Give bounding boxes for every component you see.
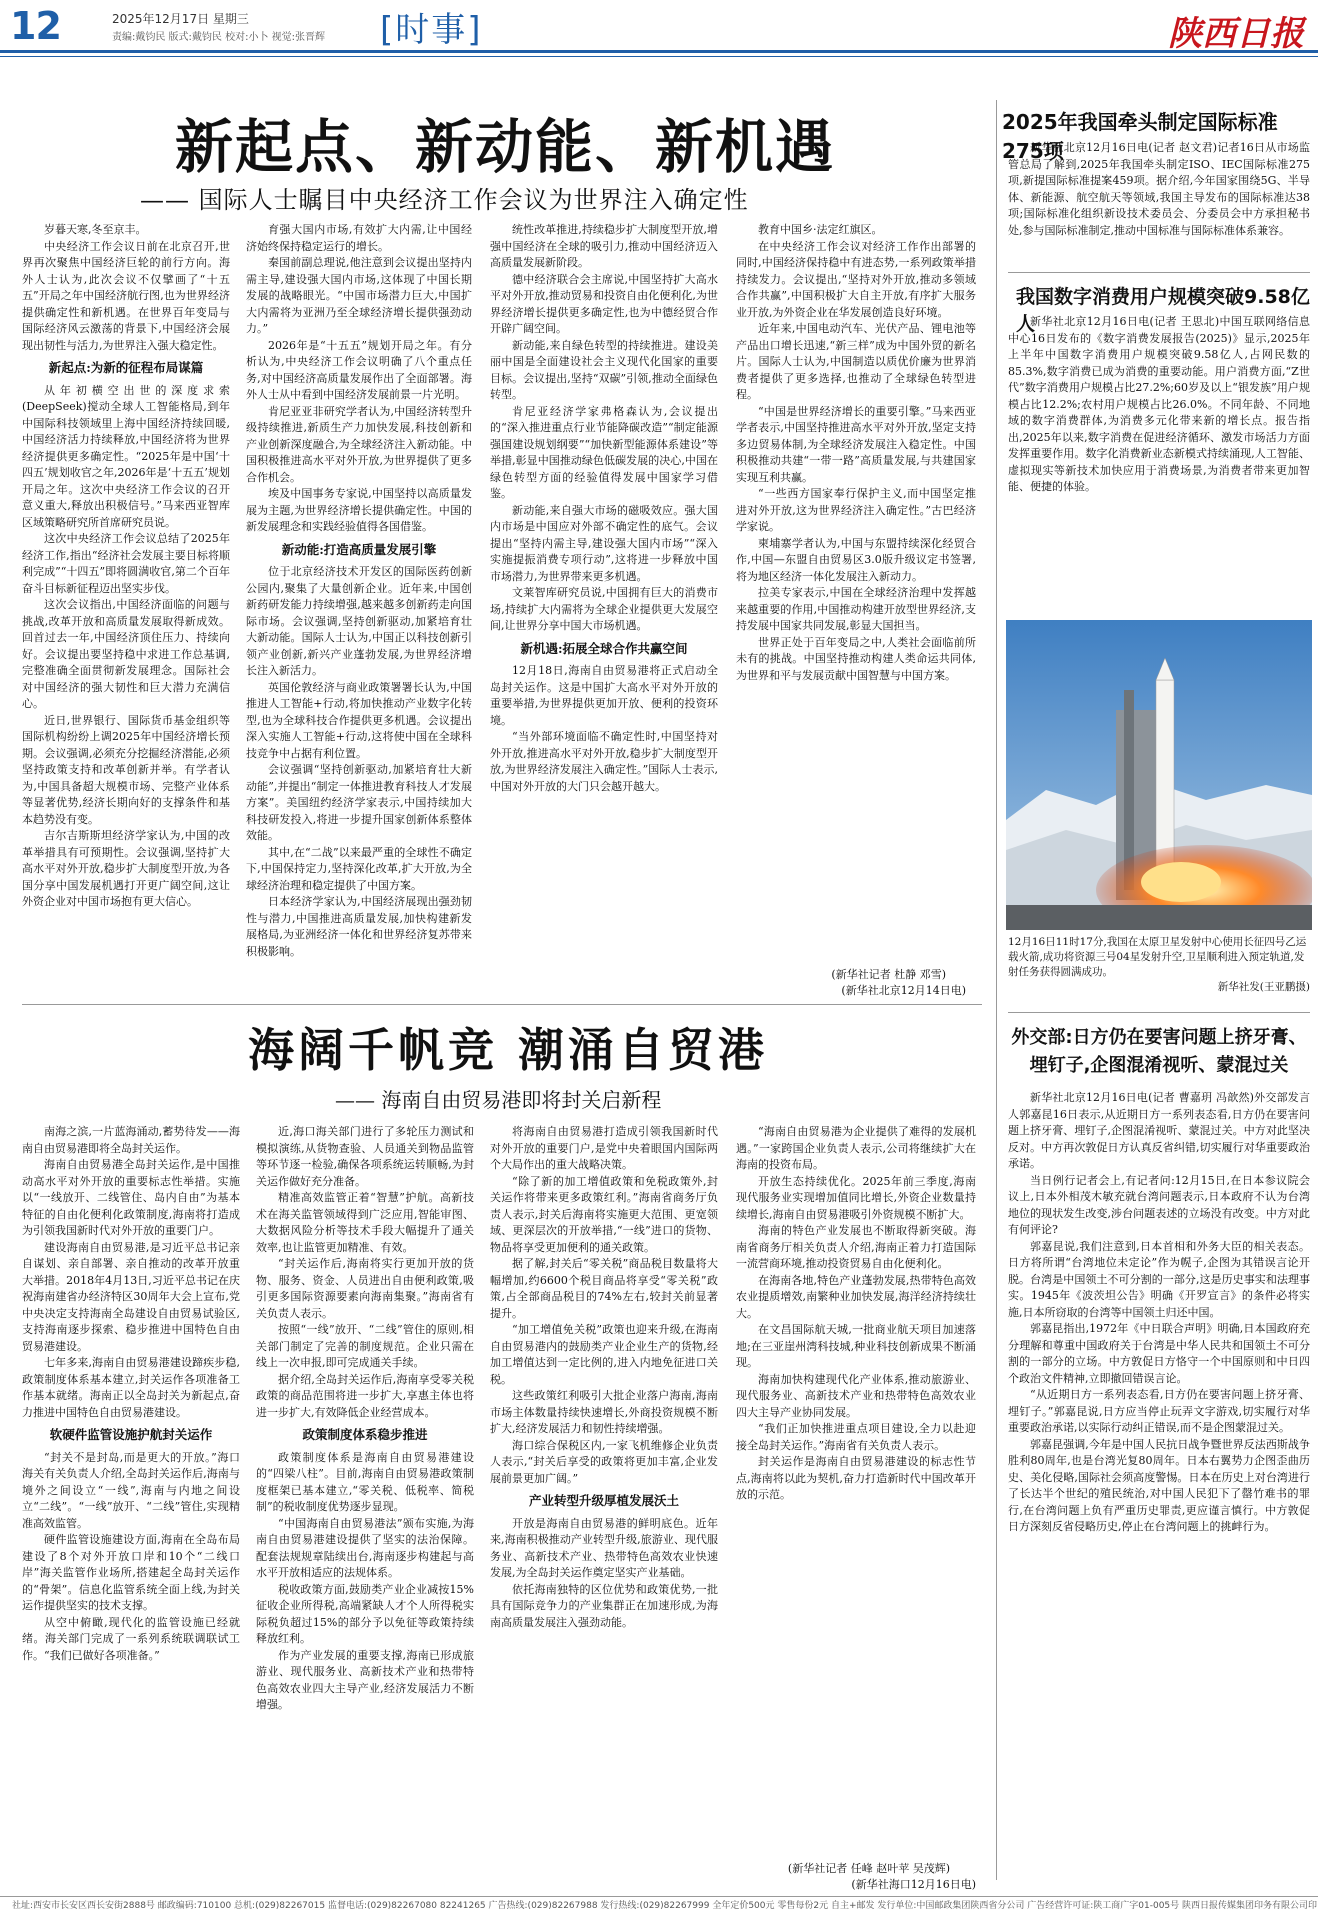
article-paragraph: 按照“一线”放开、“二线”管住的原则,相关部门制定了完善的制度规范。企业只需在线上一次申报,即可完成通关手续。 — [256, 1323, 474, 1369]
story-divider — [22, 1004, 982, 1005]
section-title: [时事] — [380, 10, 483, 50]
article-paragraph: 将海南自由贸易港打造成引领我国新时代对外开放的重要门户,是党中央着眼国内国际两个大局作出的重大战略决策。 — [490, 1125, 718, 1171]
photo-caption-text: 12月16日11时17分,我国在太原卫星发射中心使用长征四号乙运载火箭,成功将资源三号04星发射升空,卫星顺利进入预定轨道,发射任务获得圆满成功。 — [1008, 936, 1307, 978]
article-paragraph: 教育中国乡·法定红旗区。 — [758, 223, 883, 236]
hainan-subheadline: —— 海南自由贸易港即将封关启新程 — [335, 1088, 662, 1112]
article-paragraph: 郭嘉昆强调,今年是中国人民抗日战争暨世界反法西斯战争胜利80周年,也是台湾光复80周年。日本右翼势力企图歪曲历史、美化侵略,国际社会须高度警惕。日本在历史上对台湾进行了长达半个世纪的殖民统治,对中国人民犯下了罄竹难书的罪行,在台湾问题上负有严重历史罪责,更应谨言慎行。中方敦促日方深刻反省侵略历史,停止在台湾问题上的挑衅行为。 — [1008, 1437, 1310, 1533]
article-paragraph: “从近期日方一系列表态看,日方仍在要害问题上挤牙膏、埋钉子。”郭嘉昆说,日方应当停止玩弄文字游戏,切实履行对华重要政治承诺,以实际行动纠正错误,而不是企图蒙混过关。 — [1008, 1388, 1310, 1434]
article-paragraph: 秦国前副总理说,他注意到会议提出坚持内需主导,建设强大国内市场,这体现了中国长期发展的战略眼光。“中国市场潜力巨大,中国扩大内需将为亚洲乃至全球经济增长提供强劲动力。” — [246, 256, 472, 335]
article-paragraph: 肯尼亚亚非研究学者认为,中国经济转型升级持续推进,新质生产力加快发展,科技创新和产业创新深度融合,为全球经济注入新动能。中国积极推进高水平对外开放,为世界提供了更多合作机会。 — [246, 404, 472, 484]
article-paragraph: 世界正处于百年变局之中,人类社会面临前所未有的挑战。中国坚持推动构建人类命运共同体,为世界和平与发展贡献中国智慧与中国方案。 — [736, 635, 976, 682]
article-paragraph: 政策制度体系是海南自由贸易港建设的“四梁八柱”。目前,海南自由贸易港政策制度框架已基本建立,“零关税、低税率、简税制”的税收制度优势逐步显现。 — [256, 1450, 474, 1513]
article-paragraph: 七年多来,海南自由贸易港建设蹄疾步稳,政策制度体系基本建立,封关运作各项准备工作基本就绪。海南正以全岛封关为新起点,奋力推进中国特色自由贸易港建设。 — [22, 1356, 240, 1419]
article-paragraph: 德中经济联合会主席说,中国坚持扩大高水平对外开放,推动贸易和投资自由化便利化,为世界经济增长提供更多确定性,也为中德经贸合作开辟广阔空间。 — [490, 272, 718, 335]
article-paragraph: 柬埔寨学者认为,中国与东盟持续深化经贸合作,中国—东盟自由贸易区3.0版升级议定书签署,将为地区经济一体化发展注入新动力。 — [736, 536, 976, 583]
hainan-column-1 — [22, 1124, 240, 1894]
article-paragraph: 南海之滨,一片蓝海涌动,蓄势待发——海南自由贸易港即将全岛封关运作。 — [22, 1125, 240, 1155]
article-paragraph: 吉尔吉斯斯坦经济学家认为,中国的改革举措具有可预期性。会议强调,坚持扩大高水平对外开放,稳步扩大制度型开放,为各国分享中国发展机遇打开更广阔空间,这让外资企业对中国市场抱有更大信心。 — [22, 829, 230, 908]
article-paragraph: 海南自由贸易港全岛封关运作,是中国推动高水平对外开放的重要标志性举措。实施以“一线放开、二线管住、岛内自由”为基本特征的自由化便利化政策制度,海南将打造成为引领我国新时代对外开放的重要门户。 — [22, 1158, 240, 1237]
article-paragraph: 郭嘉昆指出,1972年《中日联合声明》明确,日本国政府充分理解和尊重中国政府关于台湾是中华人民共和国领土不可分割的一部分的立场。中方敦促日方恪守一个中国原则和中日四个政治文件精神,立即撤回错误言论。 — [1008, 1322, 1310, 1385]
article-paragraph: 在海南各地,特色产业蓬勃发展,热带特色高效农业提质增效,南繁种业加快发展,海洋经济持续壮大。 — [736, 1273, 976, 1320]
photo-credit: 新华社发(王亚鹏摄) — [1217, 981, 1310, 993]
article-paragraph: 海口综合保税区内,一家飞机维修企业负责人表示,“封关后享受的政策将更加丰富,企业发展前景更加广阔。” — [490, 1438, 718, 1485]
article-paragraph: “一些西方国家奉行保护主义,而中国坚定推进对外开放,这为世界经济注入确定性。”古巴经济学家说。 — [736, 487, 976, 533]
article-paragraph: 岁暮天寒,冬至京丰。 — [44, 223, 147, 236]
article-paragraph: 英国伦敦经济与商业政策署署长认为,中国推进人工智能+行动,将加快推动产业数字化转型,也为全球科技合作提供更多机遇。会议提出深入实施人工智能+行动,这将使中国在全球科技竞争中占据有利位置。 — [246, 680, 472, 760]
article-paragraph: 其中,在“二战”以来最严重的全球性不确定下,中国保持定力,坚持深化改革,扩大开放,为全球经济治理和稳定提供了中国方案。 — [246, 845, 472, 892]
article-paragraph: 新动能,来自强大市场的磁吸效应。强大国内市场是中国应对外部不确定性的底气。会议提出“坚持内需主导,建设强大国内市场”“深入实施提振消费专项行动”,这将进一步释放中国市场潜力,为世界带来更多机遇。 — [490, 503, 718, 583]
hainan-column-4 — [736, 1124, 976, 1856]
article-paragraph: “中国海南自由贸易港法”颁布实施,为海南自由贸易港建设提供了坚实的法治保障。配套法规规章陆续出台,海南逐步构建起与高水平开放相适应的法规体系。 — [256, 1516, 474, 1579]
article-paragraph: 新华社北京12月16日电(记者 赵文君)记者16日从市场监管总局了解到,2025年我国牵头制定ISO、IEC国际标准275项,新提国际标准提案459项。据介绍,今年国家围绕5G、半导体、新能源、航空航天等领域,我国主导发布的国际标准达38项;国际标准化组织新设技术委员会、分委员会中方承担秘书处,参与国际标准制定,推动中国标准与国际标准体系兼容。 — [1008, 141, 1310, 237]
footer-imprint: 社址:西安市长安区西长安街2888号 邮政编码:710100 总机:(029)82267015 监督电话:(029)82267080 82241265 广告热线:(029)82267988 发行热线:(029)82267999 全年定价500元 零售每份2元 自主+邮发 发行单位:中国邮政集团陕西省分公司 广告经营许可证:陕工商广字01-005号 陕西日报传媒集团印务有限公司印 — [0, 1896, 1318, 1916]
article-paragraph: 日本经济学家认为,中国经济展现出强劲韧性与潜力,中国推进高质量发展,加快构建新发展格局,为亚洲经济一体化和世界经济复苏带来积极影响。 — [246, 895, 472, 958]
article-paragraph: 海南的特色产业发展也不断取得新突破。海南省商务厅相关负责人介绍,海南正着力打造国际一流营商环境,推动投资贸易自由化便利化。 — [736, 1224, 976, 1270]
article-paragraph: “除了新的加工增值政策和免税政策外,封关运作将带来更多政策红利。”海南省商务厅负责人表示,封关后海南将实施更大范围、更宽领域、更深层次的开放举措,“一线”进口的货物、物品将享受更加便利的通关政策。 — [490, 1174, 718, 1254]
hainan-dateline: (新华社海口12月16日电) — [851, 1878, 976, 1891]
lead-dateline: (新华社北京12月14日电) — [841, 984, 966, 997]
article-paragraph: “当外部环境面临不确定性时,中国坚持对外开放,推进高水平对外开放,稳步扩大制度型开放,为世界经济发展注入确定性。”国际人士表示,中国对外开放的大门只会越开越大。 — [490, 730, 718, 793]
lead-headline: 新起点、新动能、新机遇 — [175, 113, 836, 181]
page-number: 12 — [10, 4, 61, 48]
article-paragraph: 12月18日,海南自由贸易港将正式启动全岛封关运作。这是中国扩大高水平对外开放的重要举措,为世界提供更加开放、便利的投资环境。 — [490, 664, 718, 727]
hainan-section-head-2: 政策制度体系稳步推进 — [302, 1427, 428, 1442]
hainan-headline: 海阔千帆竞 潮涌自贸港 — [248, 1023, 769, 1077]
lead-column-1 — [22, 222, 230, 1002]
article-paragraph: 这些政策红利吸引大批企业落户海南,海南市场主体数量持续快速增长,外商投资规模不断扩大,经济发展活力和韧性持续增强。 — [490, 1389, 718, 1435]
news-standards-headline: 2025年我国牵头制定国际标准275项 — [1002, 110, 1278, 163]
article-paragraph: 位于北京经济技术开发区的国际医药创新公园内,聚集了大量创新企业。近年来,中国创新药研发能力持续增强,越来越多创新药走向国际市场。会议强调,坚持创新驱动,加紧培育壮大新动能。国际人士认为,中国正以科技创新引领产业创新,新兴产业蓬勃发展,为世界经济增长注入新活力。 — [246, 565, 472, 677]
rocket-launch-photo — [1006, 620, 1312, 930]
article-paragraph: 在中央经济工作会议对经济工作作出部署的同时,中国经济保持稳中有进态势,一系列政策举措持续发力。会议提出,“坚持对外开放,推动多领域合作共赢”,中国积极扩大自主开放,有序扩大服务业开放,为外资企业在华发展创造良好环境。 — [736, 239, 976, 319]
article-paragraph: 中央经济工作会议日前在北京召开,世界再次聚焦中国经济巨轮的前行方向。海外人士认为,此次会议不仅擘画了“十五五”开局之年中国经济航行图,也为世界经济提供确定性和新机遇。在世界百年变局与国际经济风云激荡的背景下,中国经济会展现出韧性与活力,为世界注入强大稳定性。 — [22, 239, 230, 352]
article-paragraph: 育强大国内市场,有效扩大内需,让中国经济始终保持稳定运行的增长。 — [246, 223, 472, 253]
news-divider-2 — [1008, 1012, 1310, 1013]
article-paragraph: 在文昌国际航天城,一批商业航天项目加速落地;在三亚崖州湾科技城,种业科技创新成果不断涌现。 — [736, 1323, 976, 1369]
article-paragraph: 这次会议指出,中国经济面临的问题与挑战,改革开放和高质量发展取得新成效。回首过去一年,中国经济顶住压力、持续向好。会议提出要坚持稳中求进工作总基调,完整准确全面贯彻新发展理念。国际社会对中国经济的强大韧性和巨大潜力充满信心。 — [22, 598, 230, 710]
header-rule — [0, 50, 1318, 53]
article-paragraph: 税收政策方面,鼓励类产业企业减按15%征收企业所得税,高端紧缺人才个人所得税实际税负超过15%的部分予以免征等政策持续释放红利。 — [256, 1582, 474, 1645]
lead-column-2 — [246, 222, 472, 1002]
news-digital-body — [1008, 314, 1310, 612]
news-mfa-headline: 外交部:日方仍在要害问题上挤牙膏、埋钉子,企图混淆视听、蒙混过关 — [1011, 1027, 1307, 1076]
article-paragraph: 埃及中国事务专家说,中国坚持以高质量发展为主题,为世界经济增长提供确定性。中国的新发展理念和实践经验值得各国借鉴。 — [246, 487, 472, 533]
article-paragraph: 硬件监管设施建设方面,海南在全岛布局建设了8个对外开放口岸和10个“二线口岸”海关监管作业场所,搭建起全岛封关运作的“骨架”。信息化监管系统全面上线,为封关运作提供坚实的技术支撑。 — [22, 1533, 240, 1612]
article-paragraph: 作为产业发展的重要支撑,海南已形成旅游业、现代服务业、高新技术产业和热带特色高效农业四大主导产业,经济发展活力不断增强。 — [256, 1648, 474, 1711]
lead-byline: (新华社记者 杜静 邓雪) — [831, 968, 946, 981]
lead-column-4 — [736, 222, 976, 964]
lead-column-3 — [490, 222, 718, 1002]
issue-date: 2025年12月17日 星期三 — [112, 12, 249, 26]
news-divider-1 — [1008, 272, 1310, 273]
article-paragraph: 郭嘉昆说,我们注意到,日本首相和外务大臣的相关表态。日方将所谓“台湾地位未定论”作为幌子,企图为其错误言论开脱。台湾是中国领土不可分割的一部分,这是历史事实和法理事实。1945年《波茨坦公告》明确《开罗宣言》的条件必将实施,日本所窃取的台湾等中国领土归还中国。 — [1008, 1239, 1310, 1319]
newspaper-logo: 陕西日报 — [1168, 14, 1304, 54]
article-paragraph: “中国是世界经济增长的重要引擎。”马来西亚学者表示,中国坚持推进高水平对外开放,坚定支持多边贸易体制,为全球经济发展注入稳定性。中国积极推动共建“一带一路”高质量发展,与共建国家实现互利共赢。 — [736, 404, 976, 484]
article-paragraph: 这次中央经济工作会议总结了2025年经济工作,指出“经济社会发展主要目标将顺利完成”“十四五”即将圆满收官,第二个百年奋斗目标新征程迈出坚实步伐。 — [22, 532, 230, 595]
article-paragraph: 精准高效监管正着“智慧”护航。高新技术在海关监管领域得到广泛应用,智能审图、大数据风险分析等技术手段大幅提升了通关效率,也让监管更加精准、有效。 — [256, 1191, 474, 1254]
news-mfa-body — [1008, 1090, 1310, 1890]
article-paragraph: 新动能,来自绿色转型的持续推进。建设美丽中国是全面建设社会主义现代化国家的重要目标。会议提出,坚持“双碳”引领,推动全面绿色转型。 — [490, 338, 718, 401]
lead-section-head-3: 新机遇:拓展全球合作共赢空间 — [520, 640, 688, 656]
news-digital-headline: 我国数字消费用户规模突破9.58亿人 — [1016, 286, 1310, 335]
article-paragraph: 从空中俯瞰,现代化的监管设施已经就绪。海关部门完成了一系列系统联调联试工作。“我们已做好各项准备。” — [22, 1615, 240, 1662]
article-paragraph: 会议强调“坚持创新驱动,加紧培育壮大新动能”,并提出“制定一体推进教育科技人才发展方案”。美国纽约经济学家表示,中国持续加大科技研发投入,将进一步提升国家创新体系整体效能。 — [246, 763, 472, 842]
hainan-section-head-3: 产业转型升级厚植发展沃土 — [528, 1493, 679, 1508]
news-standards-body — [1008, 140, 1310, 268]
hainan-column-2 — [256, 1124, 474, 1894]
article-paragraph: 海南加快构建现代化产业体系,推动旅游业、现代服务业、高新技术产业和热带特色高效农业四大主导产业协同发展。 — [736, 1372, 976, 1419]
article-paragraph: “加工增值免关税”政策也迎来升级,在海南自由贸易港内的鼓励类产业企业生产的货物,经加工增值达到一定比例的,进入内地免征进口关税。 — [490, 1323, 718, 1386]
right-column-divider — [996, 100, 997, 1880]
article-paragraph: 新华社北京12月16日电(记者 曹嘉玥 冯歆然)外交部发言人郭嘉昆16日表示,从近期日方一系列表态看,日方仍在要害问题上挤牙膏、埋钉子,企图混淆视听、蒙混过关。中方对此坚决反对。中方再次敦促日方认真反省纠错,切实履行对华重要政治承诺。 — [1008, 1091, 1310, 1170]
hainan-section-head-1: 软硬件监管设施护航封关运作 — [49, 1427, 213, 1442]
article-paragraph: 统性改革推进,持续稳步扩大制度型开放,增强中国经济在全球的吸引力,推动中国经济迈入高质量发展新阶段。 — [490, 223, 718, 269]
article-paragraph: “海南自由贸易港为企业提供了难得的发展机遇。”一家跨国企业负责人表示,公司将继续扩大在海南的投资布局。 — [736, 1125, 976, 1171]
article-paragraph: 开放是海南自由贸易港的鲜明底色。近年来,海南积极推动产业转型升级,旅游业、现代服务业、高新技术产业、热带特色高效农业快速发展,为全岛封关运作奠定坚实产业基础。 — [490, 1516, 718, 1579]
article-paragraph: 近,海口海关部门进行了多轮压力测试和模拟演练,从货物查验、人员通关到物品监管等环节逐一检验,确保各项系统运转顺畅,为封关运作做好充分准备。 — [256, 1125, 474, 1188]
article-paragraph: 新华社北京12月16日电(记者 王思北)中国互联网络信息中心16日发布的《数字消费发展报告(2025)》显示,2025年上半年中国数字消费用户规模突破9.58亿人,占网民数的85.3%,数字消费已成为消费的重要动能。用户消费方面,“Z世代”数字消费用户规模占比27.2%;60岁及以上“银发族”用户规模占比12.2%;农村用户规模占比26.0%。不同年龄、不同地域的数字消费群体,为消费多元化带来新的增长点。报告指出,2025年以来,数字消费在促进经济循环、激发市场活力方面发挥重要作用。数字化消费新业态新模式持续涌现,人工智能、虚拟现实等新技术加快应用于消费场景,为消费者带来更加智能、便捷的体验。 — [1008, 315, 1310, 493]
article-paragraph: 文莱智库研究员说,中国拥有巨大的消费市场,持续扩大内需将为全球企业提供更大发展空间,让世界分享中国大市场机遇。 — [490, 586, 718, 632]
lead-subheadline: —— 国际人士瞩目中央经济工作会议为世界注入确定性 — [140, 186, 749, 214]
article-paragraph: “封关运作后,海南将实行更加开放的货物、服务、资金、人员进出自由便利政策,吸引更多国际资源要素向海南集聚。”海南省有关负责人表示。 — [256, 1257, 474, 1320]
article-paragraph: 肯尼亚经济学家弗格森认为,会议提出的“深入推进重点行业节能降碳改造”“制定能源强国建设规划纲要”“加快新型能源体系建设”等举措,彰显中国推动绿色低碳发展的决心,中国在绿色转型方面的经验值得发展中国家学习借鉴。 — [490, 404, 718, 500]
header-rule-thin — [0, 56, 1318, 57]
article-paragraph: 当日例行记者会上,有记者问:12月15日,在日本参议院会议上,日本外相茂木敏充就台湾问题表示,日本政府不认为台湾地位的现状发生改变,涉台问题表述的立场没有改变。中方对此有何评论? — [1008, 1173, 1310, 1236]
article-paragraph: 依托海南独特的区位优势和政策优势,一批具有国际竞争力的产业集群正在加速形成,为海南高质量发展注入强劲动能。 — [490, 1582, 718, 1629]
article-paragraph: 开放生态持续优化。2025年前三季度,海南现代服务业实现增加值同比增长,外资企业数量持续增长,海南自由贸易港吸引外资规模不断扩大。 — [736, 1174, 976, 1221]
article-paragraph: 近日,世界银行、国际货币基金组织等国际机构纷纷上调2025年中国经济增长预期。会议强调,必须充分挖掘经济潜能,必须坚持政策支持和改革创新并举。有学者认为,中国具备超大规模市场、完整产业体系等显著优势,经济长期向好的支撑条件和基本趋势没有变。 — [22, 713, 230, 826]
article-paragraph: 从年初横空出世的深度求索(DeepSeek)搅动全球人工智能格局,到年中国际科技领域里上海中国经济持续回暖,中国经济活力持续释放,中国经济将为世界经济提供更多确定性。“2025年是中国‘十四五’规划收官之年,2026年是‘十五五’规划开局之年。这次中央经济工作会议的召开意义重大,释放出积极信号。”马来西亚智库区域策略研究所首席研究员说。 — [22, 383, 230, 529]
article-paragraph: 建设海南自由贸易港,是习近平总书记亲自谋划、亲自部署、亲自推动的改革开放重大举措。2018年4月13日,习近平总书记在庆祝海南建省办经济特区30周年大会上宣布,党中央决定支持海南全岛建设自由贸易试验区,支持海南逐步探索、稳步推进中国特色自由贸易港建设。 — [22, 1240, 240, 1353]
article-paragraph: 近年来,中国电动汽车、光伏产品、锂电池等产品出口增长迅速,“新三样”成为中国外贸的新名片。国际人士认为,中国制造以质优价廉为世界消费者提供了更多选择,也推动了全球绿色转型进程。 — [736, 322, 976, 401]
hainan-byline: (新华社记者 任峰 赵叶苹 吴茂辉) — [787, 1862, 950, 1875]
article-paragraph: “封关不是封岛,而是更大的开放。”海口海关有关负责人介绍,全岛封关运作后,海南与境外之间设立“一线”,海南与内地之间设立“二线”。“一线”放开、“二线”管住,实现精准高效监管。 — [22, 1450, 240, 1530]
article-paragraph: 据介绍,全岛封关运作后,海南享受零关税政策的商品范围将进一步扩大,享惠主体也将进一步扩大,有效降低企业经营成本。 — [256, 1372, 474, 1419]
article-paragraph: 拉美专家表示,中国在全球经济治理中发挥越来越重要的作用,中国推动构建开放型世界经济,支持发展中国家共同发展,彰显大国担当。 — [736, 586, 976, 632]
lead-section-head-1: 新起点:为新的征程布局谋篇 — [48, 360, 204, 375]
photo-caption — [1008, 935, 1310, 995]
article-paragraph: “我们正加快推进重点项目建设,全力以赴迎接全岛封关运作。”海南省有关负责人表示。 — [736, 1422, 976, 1452]
article-paragraph: 据了解,封关后“零关税”商品税目数量将大幅增加,约6600个税目商品将享受“零关税”政策,占全部商品税目的74%左右,较封关前显著提升。 — [490, 1257, 718, 1320]
lead-section-head-2: 新动能:打造高质量发展引擎 — [281, 541, 437, 557]
editor-credits: 责编:戴钧民 版式:戴钧民 校对:小卜 视觉:张晋辉 — [112, 32, 326, 43]
article-paragraph: 2026年是“十五五”规划开局之年。有分析认为,中央经济工作会议明确了八个重点任务,对中国经济高质量发展作出了全面部署。海外人士从中看到中国经济发展前景一片光明。 — [246, 338, 472, 401]
article-paragraph: 封关运作是海南自由贸易港建设的标志性节点,海南将以此为契机,奋力打造新时代中国改革开放的示范。 — [736, 1455, 976, 1501]
hainan-column-3 — [490, 1124, 718, 1894]
